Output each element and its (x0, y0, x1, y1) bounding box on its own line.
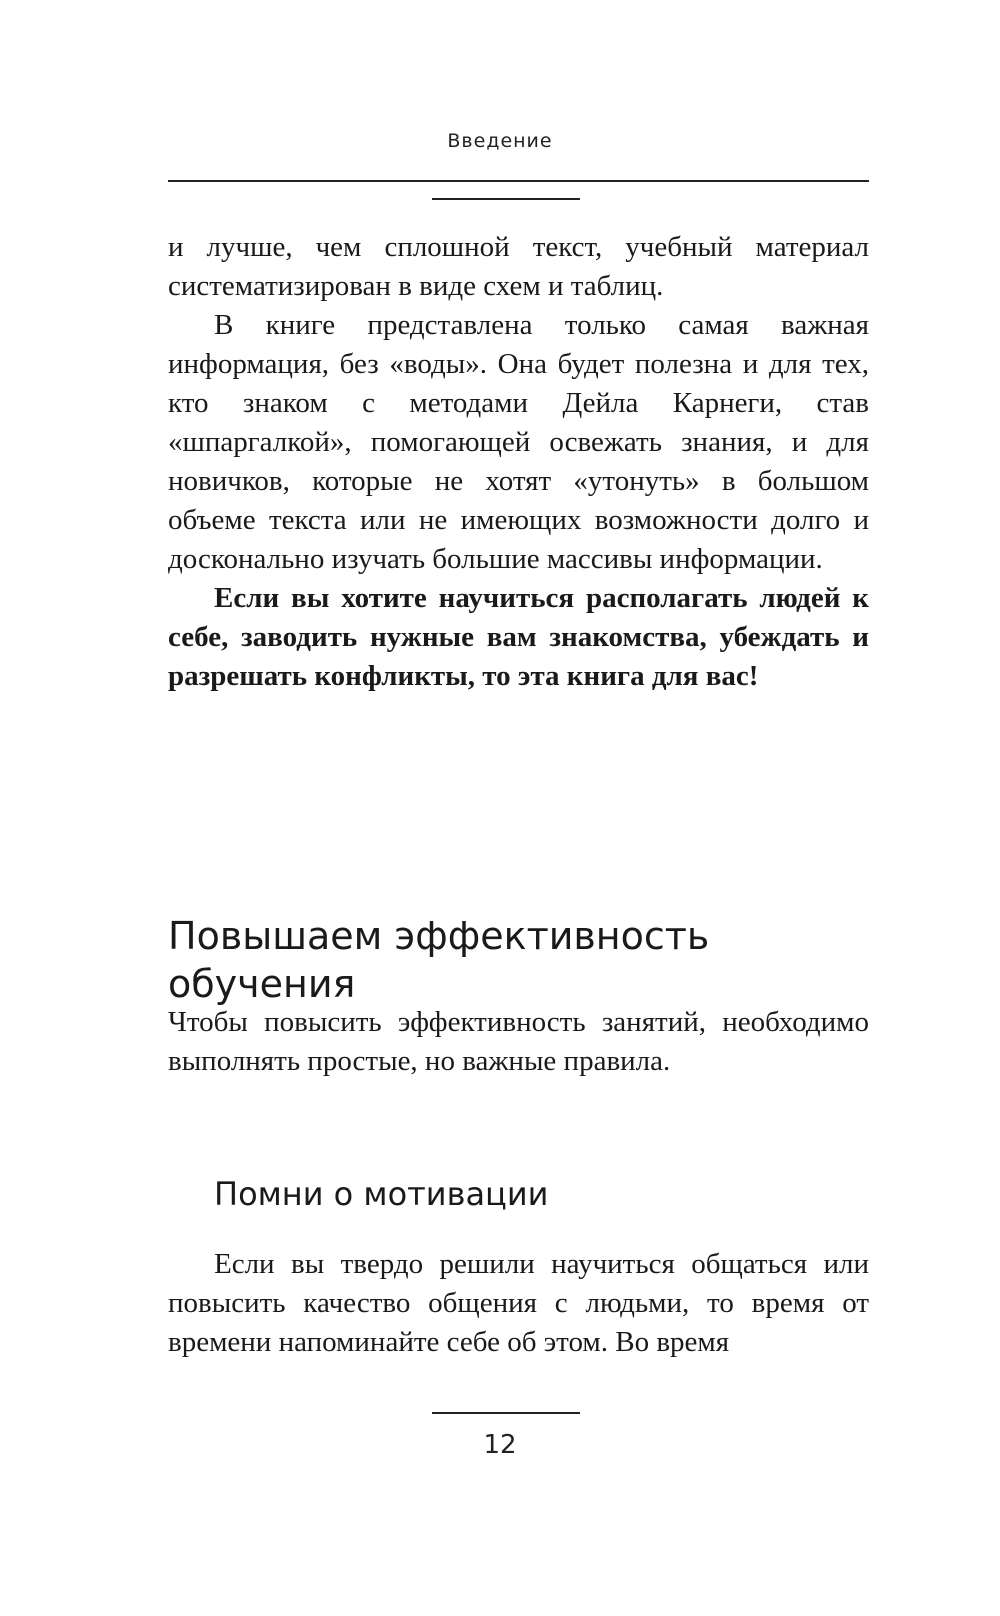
subsection-text-block (168, 1245, 869, 1362)
intro-paragraph: В книге представлена только самая важная информация, без «воды». Она будет полезна и для тех, кто знаком с методами Дейла Карнеги, став «шпаргалкой», помогающей освежать знания, и для новичков, которые не хотят «утонуть» в большом объеме текста или не имеющих возможности долго и досконально изучать большие массивы информации. (168, 309, 869, 575)
section-heading: Повышаем эффективность обучения (168, 914, 710, 1006)
running-head-title: Введение (447, 130, 553, 152)
footer-short-rule (432, 1412, 580, 1414)
header-short-rule (432, 198, 580, 200)
header-rule (168, 180, 869, 182)
subsection-paragraph: Если вы твердо решили научиться общаться или повысить качество общения с людьми, то время от времени напоминайте себе об этом. Во время (168, 1248, 869, 1358)
intro-paragraph-continued: и лучше, чем сплошной текст, учебный материал систематизирован в виде схем и таблиц. (168, 231, 869, 302)
subsection-heading: Помни о мотивации (214, 1175, 549, 1213)
section-paragraph: Чтобы повысить эффективность занятий, необходимо выполнять простые, но важные правила. (168, 1006, 869, 1077)
section-text-block (168, 1003, 869, 1081)
page-number: 12 (483, 1430, 517, 1460)
intro-text-block (168, 228, 869, 696)
intro-callout-paragraph: Если вы хотите научиться располагать людей к себе, заводить нужные вам знакомства, убеждать и разрешать конфликты, то эта книга для вас! (168, 582, 869, 692)
